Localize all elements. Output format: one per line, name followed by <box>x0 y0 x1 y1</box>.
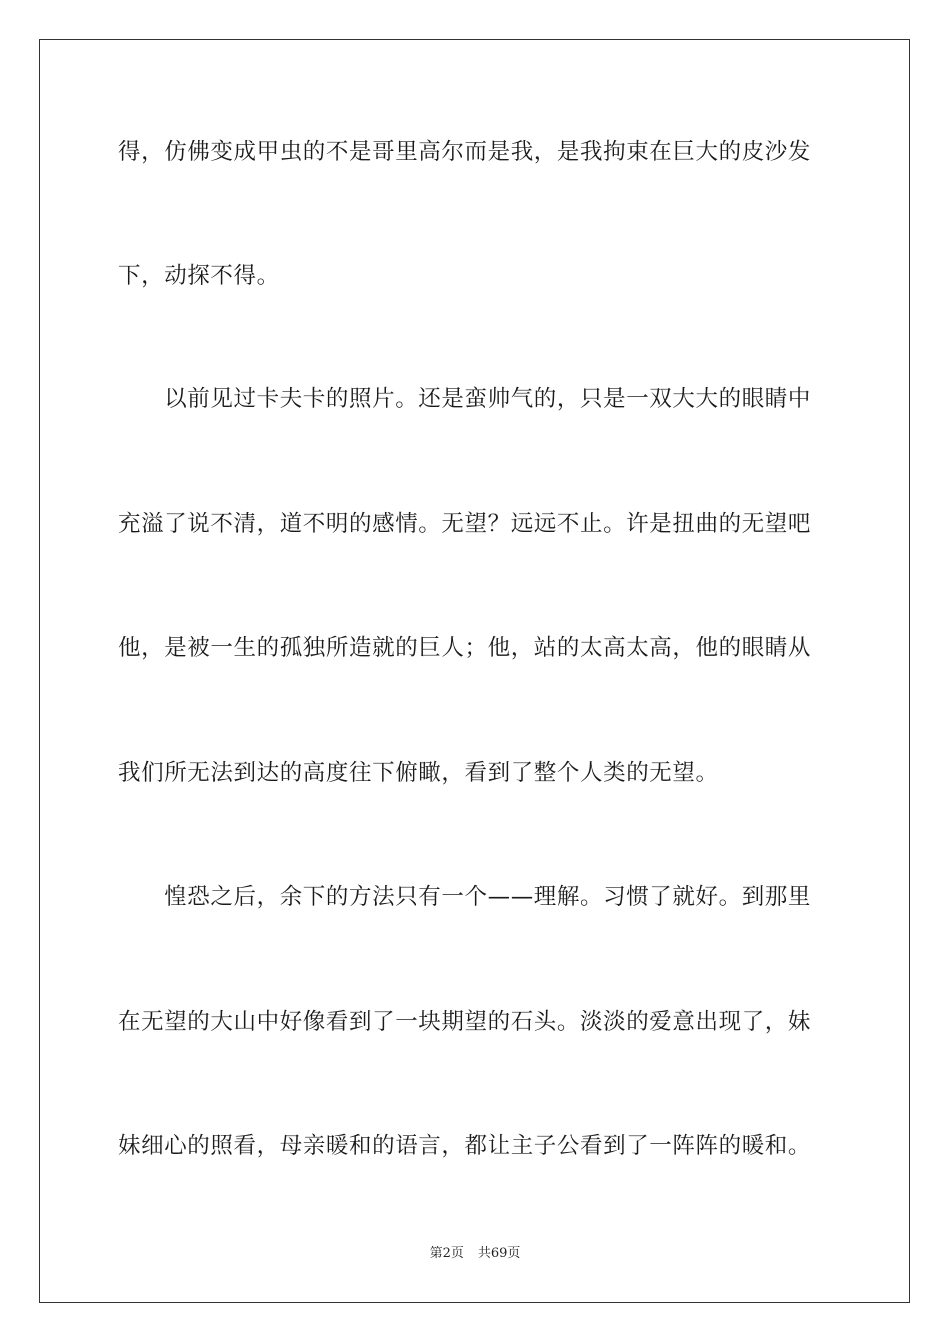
page-total: 共69页 <box>477 1246 521 1261</box>
text-line-4: 充溢了说不清，道不明的感情。无望？远远不止。许是扭曲的无望吧 <box>118 511 812 537</box>
text-line-1: 得，仿佛变成甲虫的不是哥里高尔而是我，是我拘束在巨大的皮沙发 <box>118 139 812 165</box>
page-footer <box>0 1245 950 1263</box>
text-line-3: 以前见过卡夫卡的照片。还是蛮帅气的，只是一双大大的眼睛中 <box>118 386 812 412</box>
text-line-6: 我们所无法到达的高度往下俯瞰，看到了整个人类的无望。 <box>118 760 719 786</box>
page-border <box>39 39 910 1303</box>
page-number: 第2页 <box>429 1246 464 1261</box>
text-line-8: 在无望的大山中好像看到了一块期望的石头。淡淡的爱意出现了，妹 <box>118 1009 812 1035</box>
text-line-7: 惶恐之后，余下的方法只有一个——理解。习惯了就好。到那里 <box>118 884 812 910</box>
text-line-2: 下，动探不得。 <box>118 263 280 289</box>
text-line-9: 妹细心的照看，母亲暖和的语言，都让主子公看到了一阵阵的暖和。 <box>118 1133 812 1159</box>
text-line-5: 他，是被一生的孤独所造就的巨人；他，站的太高太高，他的眼睛从 <box>118 635 812 661</box>
